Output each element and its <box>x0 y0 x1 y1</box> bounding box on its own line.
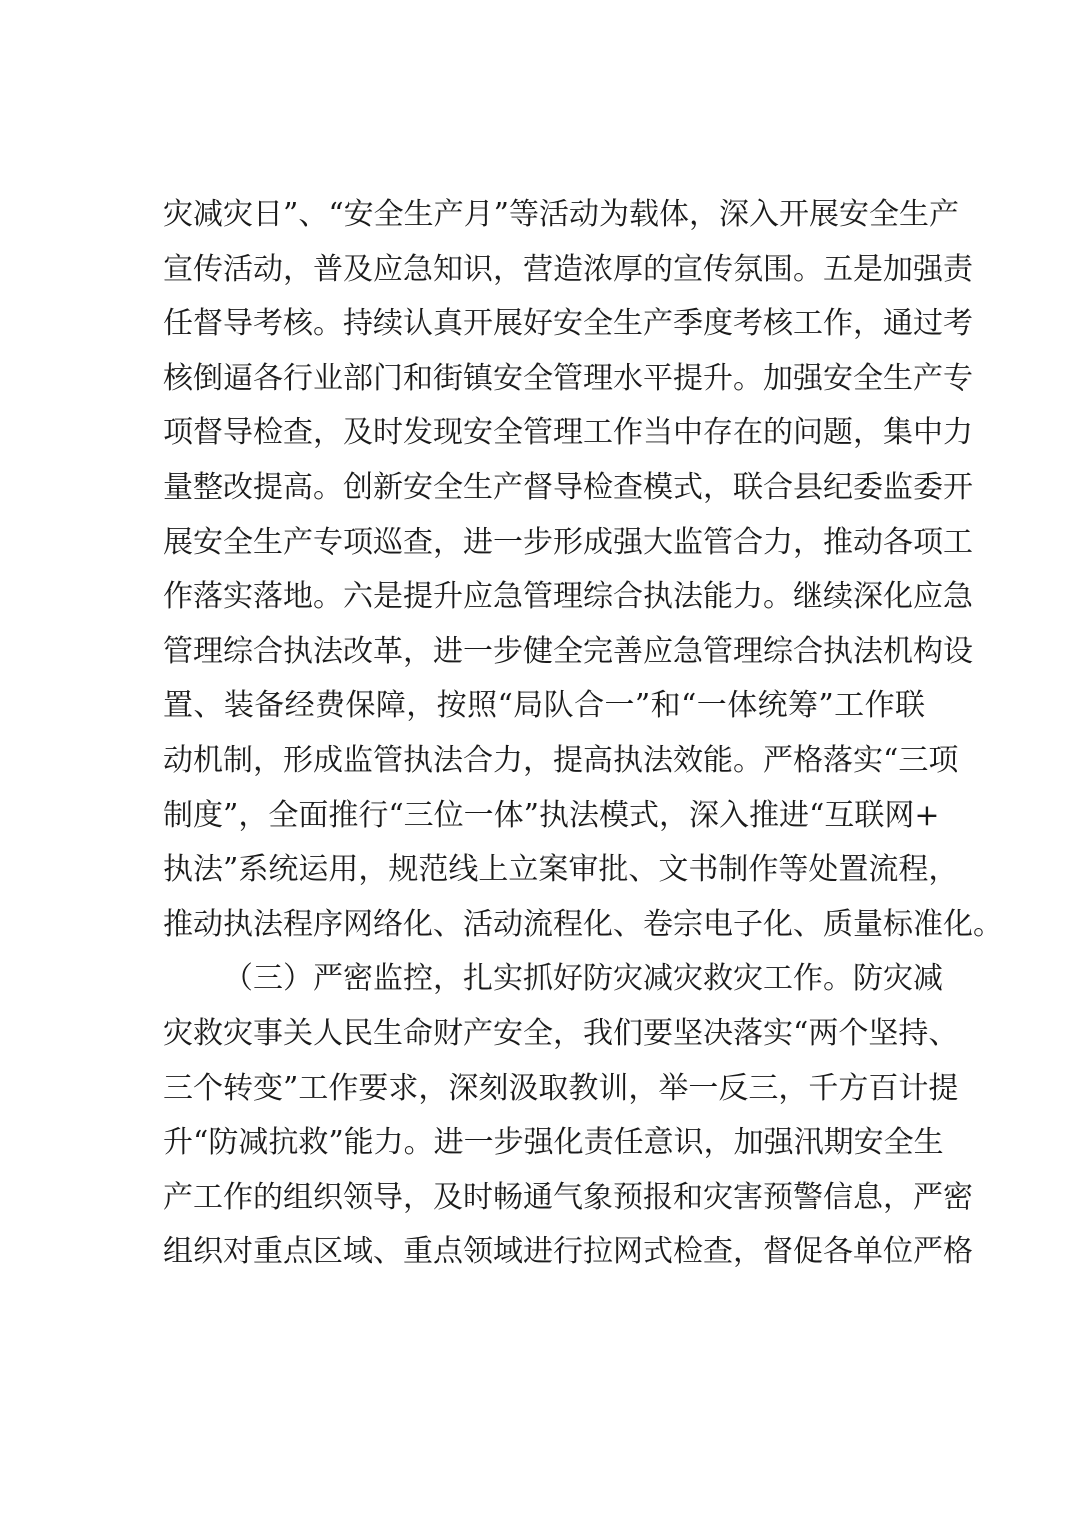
text-line: 核倒逼各行业部门和街镇安全管理水平提升。加强安全生产专 <box>163 360 973 396</box>
text-line: 三个转变”工作要求，深刻汲取教训，举一反三，千方百计提 <box>163 1070 959 1106</box>
text-line: 量整改提高。创新安全生产督导检查模式，联合县纪委监委开 <box>163 469 973 505</box>
text-line: 置、装备经费保障，按照“局队合一”和“一体统筹”工作联 <box>163 688 925 724</box>
text-line: 执法”系统运用，规范线上立案审批、文书制作等处置流程， <box>163 852 959 888</box>
text-line: 动机制，形成监管执法合力，提高执法效能。严格落实“三项 <box>163 742 959 778</box>
text-line: 宣传活动，普及应急知识，营造浓厚的宣传氛围。五是加强责 <box>163 251 973 287</box>
section-heading-line: （三）严密监控，扎实抓好防灾减灾救灾工作。防灾减 <box>223 961 943 997</box>
text-line: 升“防减抗救”能力。进一步强化责任意识，加强汛期安全生 <box>163 1125 944 1161</box>
text-line: 制度”，全面推行“三位一体”执法模式，深入推进“互联网+ <box>163 797 940 833</box>
text-line: 推动执法程序网络化、活动流程化、卷宗电子化、质量标准化。 <box>163 906 1003 942</box>
text-line: 灾减灾日”、“安全生产月”等活动为载体，深入开展安全生产 <box>163 197 960 232</box>
text-line: 组织对重点区域、重点领域进行拉网式检查，督促各单位严格 <box>163 1234 973 1270</box>
text-line: 管理综合执法改革，进一步健全完善应急管理综合执法机构设 <box>163 633 973 669</box>
text-line: 展安全生产专项巡查，进一步形成强大监管合力，推动各项工 <box>163 524 973 560</box>
text-line: 任督导考核。持续认真开展好安全生产季度考核工作，通过考 <box>163 306 973 342</box>
text-line: 灾救灾事关人民生命财产安全，我们要坚决落实“两个坚持、 <box>163 1015 959 1051</box>
text-line: 作落实落地。六是提升应急管理综合执法能力。继续深化应急 <box>163 579 973 615</box>
text-line: 产工作的组织领导，及时畅通气象预报和灾害预警信息，严密 <box>163 1179 973 1215</box>
body-text <box>163 188 1003 1280</box>
text-line: 项督导检查，及时发现安全管理工作当中存在的问题，集中力 <box>163 415 973 451</box>
